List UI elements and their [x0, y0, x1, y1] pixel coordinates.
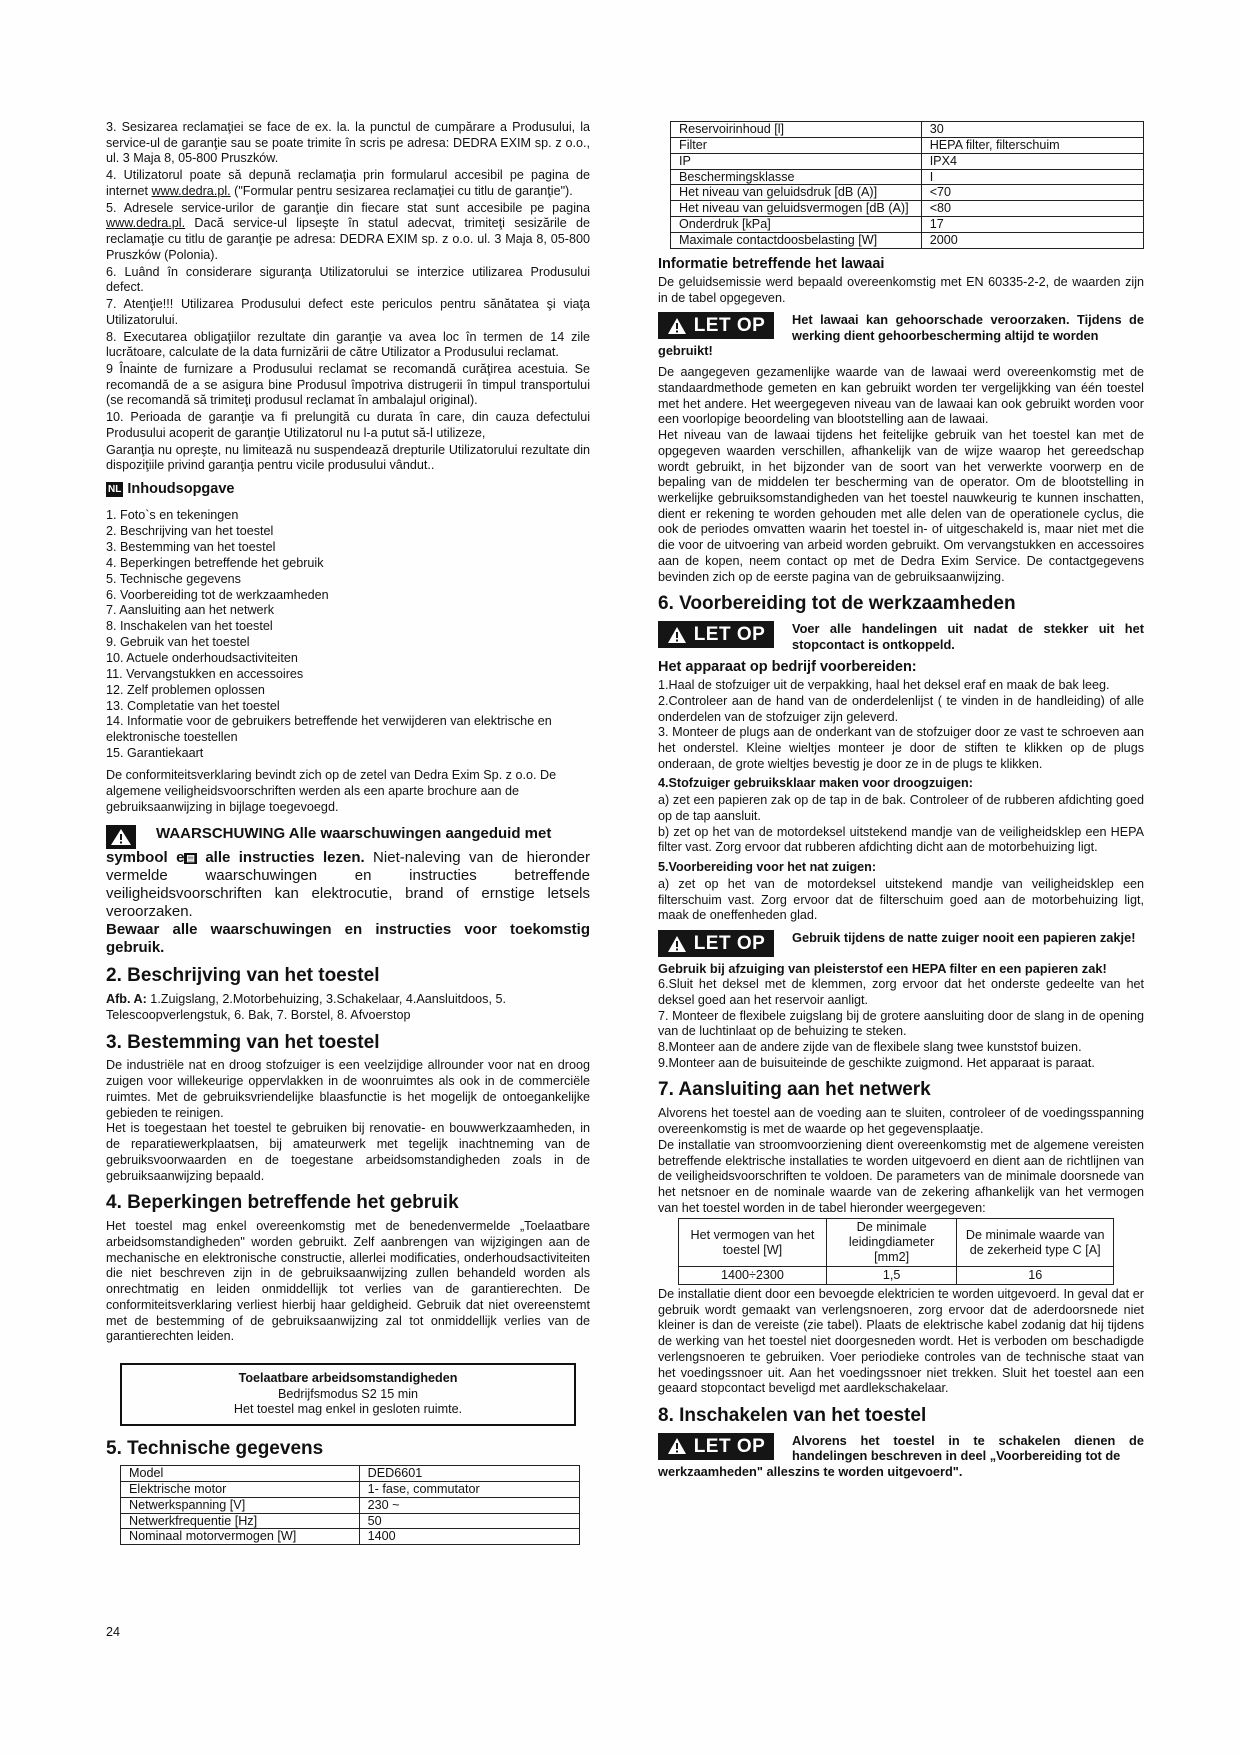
noise-para-2: De aangegeven gezamenlijke waarde van de lawaai werd overeenkomstig met de standaardmethode gemeten en kan gebruikt worden ter vergelijkking van één toestel met het andere. Het weergegeven niveau van de lawaai kan ook gebruikt worden voor een voorlopige beoordeling van blootstelling aan de lawaai. [658, 365, 1144, 427]
toc-item: 6. Voorbereiding tot de werkzaamheden [106, 587, 329, 602]
table-row: IP IPX4 [671, 153, 1144, 169]
warning-keep: Bewaar alle waarschuwingen en instructies voor toekomstig gebruik. [106, 921, 590, 957]
s6-step-1: 1.Haal de stofzuiger uit de verpakking, haal het deksel eraf en maak de bak leeg. [658, 678, 1110, 693]
warning-triangle-icon [667, 935, 687, 953]
table-row: Reservoirinhoud [l] 30 [671, 122, 1144, 138]
section-8-title: 8. Inschakelen van het toestel [658, 1405, 927, 1427]
section-3-title: 3. Bestemming van het toestel [106, 1031, 380, 1053]
section-4-para: Het toestel mag enkel overeenkomstig met de benedenvermelde „Toelaatbare arbeidsomstandigheden" worden gebruikt. Zelf aanbrengen van wijzigingen aan de mechanische en elektronische constructie, allerlei modificaties, onderhoudsactiviteiten die niet beschreven zijn in de gebruiksaanwijzing zullen behandeld worden als onrechtmatig en leiden onmiddellijk tot verlies van de garantierechten. De conformiteitsverklaring verliest hierbij haar geldigheid. Gebruik dat niet overeenstemt met de bestemming of de gebruiksaanwijzing zal tot onmiddellijk verlies van de garantierechten leiden. [106, 1219, 590, 1344]
letop-notice-paper-bag [658, 930, 1144, 957]
section-3-para-1: De industriële nat en droog stofzuiger is een veelzijdige allrounder voor nat en droog zuigen voor willekeurige oppervlakken in de woonruimtes als ook in de commerciële ruimtes. Met de gebruiksvriendelijke blaasfunctie is het mogelijk de ontoegankelijke gebieden te reinigen. [106, 1058, 590, 1120]
warning-body: symbool e ▤ alle instructies lezen. Niet-naleving van de hieronder vermelde waarschuwingen en instructies betreffende veiligheidsvoorschriften kan elektrocutie, brand of ernstige letsels veroorzaken. [106, 849, 591, 921]
noise-para-3: Het niveau van de lawaai tijdens het feitelijke gebruik van het toestel kan met de opgegeven waarden verschillen, afhankelijk van de wijze waarop het gereedschap wordt gebruikt, in het bijzonder van de soort van het verwerkte voorwerp en de bepaling van de middelen ter bescherming van de operator. Om de blootstelling in werkelijke gebruiksomstandigheden van het toestel nauwkeurig te kunnen inschatten, dient er rekening te worden gehouden met alle delen van de operationele cyclus, die ook de periodes omvatten waarin het toestel in- of uitgeschakeld is, maar niet met die die voor de uitvoering van arbeid worden gebruikt. Om vervangstukken en accessoires aan de kopen, neem contact op met de Dedra Exim Service. De contactgegevens bevinden zich op de eerste pagina van de gebruiksaanwijzing. [658, 428, 1144, 584]
toc-item: 10. Actuele onderhoudsactiviteiten [106, 651, 298, 666]
letop-notice-noise [658, 312, 1144, 343]
toc-item: 8. Inschakelen van het toestel [106, 619, 273, 634]
page-number: 24 [106, 1625, 121, 1639]
letop-continuation: werkzaamheden" alleszins te worden uitgevoerd". [658, 1463, 963, 1479]
toc-item: 4. Beperkingen betreffende het gebruik [106, 555, 324, 570]
section-6-title: 6. Voorbereiding tot de werkzaamheden [658, 593, 1016, 615]
letop-badge: LET OP [658, 312, 774, 339]
s6-step-6: 6.Sluit het deksel met de klemmen, zorg ervoor dat het onderste gedeelte van het deksel goed aan het reservoir aanligt. [658, 977, 1144, 1007]
warning-title: WAARSCHUWING Alle waarschuwingen aangeduid met [156, 825, 552, 843]
toc-title: Inhoudsopgave [127, 481, 235, 498]
letop-text: Voer alle handelingen uit nadat de stekker uit het stopcontact is ontkoppeld. [792, 621, 1144, 652]
letop-badge: LET OP [658, 621, 774, 648]
working-conditions-box [120, 1363, 576, 1426]
ro-para-7: 7. Atenţie!!! Utilizarea Produsului defect este periculos pentru sănătatea şi viaţa Utilizatorului. [106, 297, 590, 327]
warning-triangle-icon [667, 626, 687, 644]
ro-para-3: 3. Sesizarea reclamaţiei se face de ex. la. la punctul de cumpărare a Produsului, la service-ul de garanţie sau se poate trimite în scris pe adresa: DEDRA EXIM sp. z o.o., ul. 3 Maja 8, 05-800 Pruszków. [106, 120, 590, 166]
ro-para-guarantee: Garanţia nu opreşte, nu limitează nu suspendează drepturile Utilizatorului rezultate din dispoziţiile privind garanţia pentru vicile produsului vândut.. [106, 442, 590, 473]
s7-para-1: Alvorens het toestel aan de voeding aan te sluiten, controleer of de voedingsspanning overeenkomstig is met de waarde op het gegevensplaatje. [658, 1106, 1144, 1137]
letop-continuation: gebruikt! [658, 343, 713, 359]
romanian-warranty-text [106, 120, 590, 474]
s7-para-2: De installatie van stroomvoorziening dient overeenkomstig met de algemene vereisten betreffende elektrische installaties te worden uitgevoerd en dient aan de richtlijnen van de veiligheidsvoorschriften te voldoen. De parameters van de minimale doorsnede van het netsnoer en de nominale waarde van de zekering afhankelijk van het vermogen van het toestel worden in de tabel hieronder weergegeven: [658, 1137, 1144, 1215]
ro-para-5: 5. Adresele service-urilor de garanţie din fiecare stat sunt accesibile pe pagina www.dedra.pl. Dacă service-ul lipseşte în statul adecvat, trimiteţi sesizările de reclamaţie cu titlu de garanţie pe adresa: DEDRA EXIM sp. z o.o. ul. 3 Maja 8, 05-800 Pruszków (Polonia). [106, 200, 590, 262]
nl-flag-icon: NL [108, 483, 122, 495]
table-row: Model DED6601 [121, 1466, 580, 1482]
letop-notice-switch-on [658, 1433, 1144, 1464]
table-row: Filter HEPA filter, filterschuim [671, 137, 1144, 153]
s6-step-2: 2.Controleer aan de hand van de onderdelenlijst ( te vinden in de handleiding) of alle onderdelen van de stofzuiger zijn geleverd. [658, 693, 1144, 724]
table-row: Beschermingsklasse I [671, 169, 1144, 185]
s6-step-9: 9.Monteer aan de buisuiteinde de geschikte zuigmond. Het apparaat is paraat. [658, 1055, 1095, 1070]
toc-item: 11. Vervangstukken en accessoires [106, 666, 304, 681]
s6-step-7: 7. Monteer de flexibele zuigslang bij de grotere aansluiting door de slang in de opening van de luchtinlaat op de behuizing te steken. [658, 1008, 1144, 1039]
warning-triangle-icon [667, 1437, 687, 1455]
toc-item: 7. Aansluiting aan het netwerk [106, 603, 275, 618]
s6-step-3: 3. Monteer de plugs aan de onderkant van de stofzuiger door ze vast te schroeven aan het onderstel. Kleine wieltjes monteer je door de stiften te klikken op de plugs onderaan, de grote wieltjes bevestig je door ze in de plugs te klikken. [658, 725, 1144, 771]
letop-badge: LET OP [658, 1433, 774, 1460]
letop-badge: LET OP [658, 930, 774, 957]
table-row: Elektrische motor 1- fase, commutator [121, 1481, 580, 1497]
section-4-title: 4. Beperkingen betreffende het gebruik [106, 1192, 459, 1214]
table-row: Maximale contactdoosbelasting [W] 2000 [671, 233, 1144, 249]
table-row: Onderdruk [kPa] 17 [671, 217, 1144, 233]
table-row: 1400÷2300 1,5 16 [679, 1267, 1114, 1285]
letop-text: Alvorens het toestel in te schakelen dienen de handelingen beschreven in deel „Voorbereiding tot de [792, 1432, 1144, 1464]
box-line-2: Het toestel mag enkel in gesloten ruimte. [233, 1402, 463, 1417]
table-row: Het niveau van geluidsdruk [dB (A)] <70 [671, 185, 1144, 201]
toc-item: 1. Foto`s en tekeningen [106, 508, 239, 523]
letop-notice-unplug [658, 621, 1144, 652]
warning-triangle-icon [667, 317, 687, 335]
right-column [658, 121, 1144, 1480]
section-7-title: 7. Aansluiting aan het netwerk [658, 1079, 931, 1101]
table-row: Netwerkfrequentie [Hz] 50 [121, 1513, 580, 1529]
section-2-title: 2. Beschrijving van het toestel [106, 965, 380, 987]
spec-table-left [120, 1465, 580, 1545]
ro-para-6: 6. Luând în considerare siguranţa Utilizatorului se interzice utilizarea Produsului defect. [106, 264, 590, 295]
table-row: Netwerkspanning [V] 230 ~ [121, 1497, 580, 1513]
s6-step-8: 8.Monteer aan de andere zijde van de flexibele slang twee kunststof buizen. [658, 1040, 1082, 1055]
toc-item: 3. Bestemming van het toestel [106, 540, 276, 554]
hepa-note: Gebruik bij afzuiging van pleisterstof een HEPA filter en een papieren zak! [658, 961, 1107, 977]
toc-item: 2. Beschrijving van het toestel [106, 524, 274, 539]
s6-step-4b: b) zet op het van de motordeksel uitstekend mandje van de veiligheidsklep een HEPA filter vast. Zorg ervoor dat rubberen afdichting dicht aan de motorbehuizing ligt. [658, 824, 1144, 855]
manual-symbol-icon: ▤ [186, 853, 195, 864]
toc-item: 5. Technische gegevens [106, 571, 241, 586]
fuse-table [678, 1218, 1114, 1284]
s6-step-5a: a) zet op het van de motordeksel uitstekend mandje van veiligheidsklep een filterschuim vast. Zorg ervoor dat de filterschuim goed aan de motorbehuizing ligt, maak de oneffenheden glad. [658, 876, 1144, 923]
table-row: Nominaal motorvermogen [W] 1400 [121, 1529, 580, 1545]
s6-step-5-title: 5.Voorbereiding voor het nat zuigen: [658, 860, 877, 875]
letop-text: Het lawaai kan gehoorschade veroorzaken. Tijdens de werking dient gehoorbescherming altijd te worden [792, 312, 1144, 343]
toc-item: 9. Gebruik van het toestel [106, 635, 250, 650]
section-5-title: 5. Technische gegevens [106, 1438, 324, 1460]
letop-text: Gebruik tijdens de natte zuiger nooit een papieren zakje! [792, 930, 1136, 946]
dedra-link-2[interactable]: www.dedra.pl. [106, 216, 186, 231]
toc-list [106, 508, 590, 762]
s7-para-3: De installatie dient door een bevoegde elektricien te worden uitgevoerd. In geval dat er gebruik wordt gemaakt van verlengsnoeren, zorg ervoor dat de aderdoorsnede niet kleiner is dan de vereiste (zie tabel). Plaats de elektrische kabel zodanig dat hij tijdens de werking van het toestel niet doorgesneden wordt. Het is verboden om beschadigde verlengsnoeren te gebruiken. Voer periodieke controles van de technische staat van het voedingssnoer uit. Aan het voedingssnoer niet trekken. Sluit het toestel aan een geaard stopcontact beveligd met aardlekschakelaar. [658, 1286, 1144, 1396]
table-header-row: Het vermogen van het toestel [W] De minimale leidingdiameter [mm2] De minimale waarde van de zekerheid type C [A] [679, 1219, 1114, 1267]
general-warning [106, 825, 590, 957]
toc-item: 14. Informatie voor de gebruikers betreffende het verwijderen van elektrische en elektronische toestellen [106, 714, 552, 745]
toc-item: 12. Zelf problemen oplossen [106, 682, 265, 697]
toc-heading [106, 480, 590, 498]
dedra-link-1[interactable]: www.dedra.pl. [151, 183, 231, 198]
section-6-subtitle: Het apparaat op bedrijf voorbereiden: [658, 658, 917, 675]
left-column [106, 120, 590, 1545]
warning-triangle-icon [106, 825, 136, 849]
section-2-text: Afb. A: 1.Zuigslang, 2.Motorbehuizing, 3.Schakelaar, 4.Aansluitdoos, 5. Telescoopverlengstuk, 6. Bak, 7. Borstel, 8. Afvoerstop [106, 992, 506, 1022]
conformity-note: De conformiteitsverklaring bevindt zich op de zetel van Dedra Exim Sp. z o.o. De algemene veiligheidsvoorschriften werden als een aparte brochure aan de gebruiksaanwijzing in bijlage toegevoegd. [106, 768, 557, 814]
box-title: Toelaatbare arbeidsomstandigheden [238, 1370, 458, 1385]
s6-step-4a: a) zet een papieren zak op de tap in de bak. Controleer of de rubberen afdichting goed op de tap aansluit. [658, 793, 1144, 823]
table-row: Het niveau van geluidsvermogen [dB (A)] <80 [671, 201, 1144, 217]
box-line-1: Bedrijfsmodus S2 15 min [278, 1386, 418, 1401]
ro-para-4: 4. Utilizatorul poate să depună reclamaţia prin formularul accesibil pe pagina de internet www.dedra.pl. ("Formular pentru sesizarea reclamaţiei cu titlu de garanţie"). [106, 168, 590, 198]
s6-step-4-title: 4.Stofzuiger gebruiksklaar maken voor droogzuigen: [658, 776, 973, 791]
ro-para-8: 8. Executarea obligaţiilor rezultate din garanţie va avea loc în termen de 14 zile lucrătoare, calculate de la data furnizării de către Utilizator a Produsului reclamat. [106, 329, 590, 360]
noise-para-1: De geluidsemissie werd bepaald overeenkomstig met EN 60335-2-2, de waarden zijn in de tabel opgegeven. [658, 275, 1144, 305]
noise-title: Informatie betreffende het lawaai [658, 255, 885, 272]
spec-table-right [670, 121, 1144, 249]
toc-item: 15. Garantiekaart [106, 746, 204, 761]
ro-para-9: 9 Înainte de furnizare a Produsului reclamat se recomandă curăţirea acestuia. Se recomandă de a se asigura bine Produsul împotriva distrugerii în timpul transportului (se recomandă să trimiteţi produsul reclamat în ambalajul original). [106, 362, 590, 408]
toc-item: 13. Completatie van het toestel [106, 698, 280, 713]
ro-para-10: 10. Perioada de garanţie va fi prelungită cu durata în care, din cauza defectului Produsului acoperit de garanţie Utilizatorul nu l-a putut să-l utilizeze, [106, 410, 590, 440]
section-3-para-2: Het is toegestaan het toestel te gebruiken bij renovatie- en bouwwerkzaamheden, in de reparatiewerkplaatsen, bij amateurwerk met tegelijk inachtneming van de gebruiksvoorwaarden en de toegestane arbeidsomstandigheden zoals in de gebruiksaanwijzing bepaald. [106, 1121, 590, 1183]
